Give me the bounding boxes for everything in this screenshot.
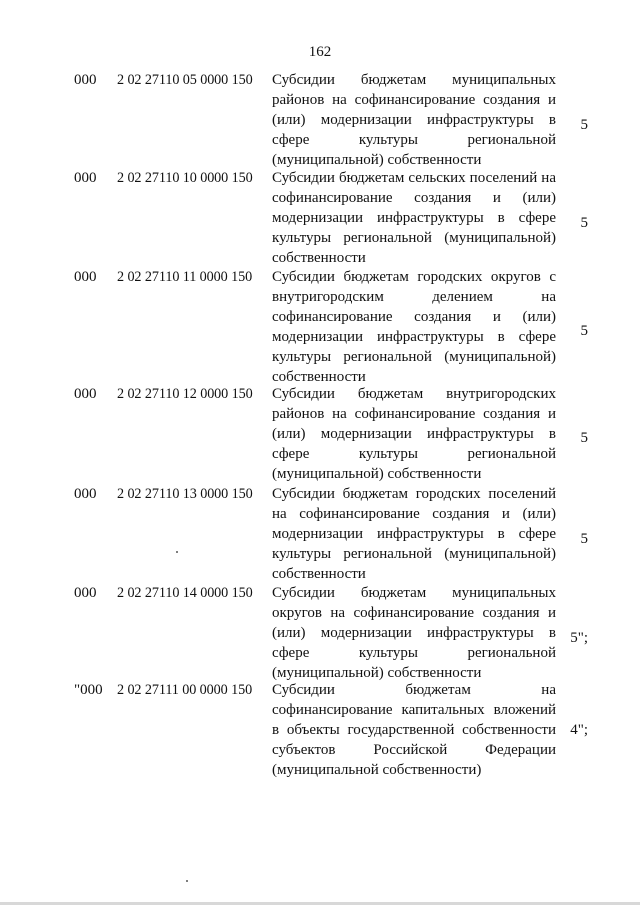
- description-line: Субсидии бюджетам муниципальных: [272, 585, 556, 601]
- description-line: в объекты государственной собственности: [272, 722, 556, 738]
- description-line: культуры региональной (муниципальной): [272, 349, 556, 365]
- revenue-description: [272, 680, 556, 780]
- description-line: Субсидии бюджетам на: [272, 682, 556, 698]
- description-line: софинансирование создания и (или): [272, 190, 556, 206]
- description-line: модернизации инфраструктуры в сфере: [272, 329, 556, 345]
- admin-code: 000: [74, 585, 97, 601]
- allocation-norm: 5: [580, 430, 588, 446]
- description-line: (муниципальной) собственности: [272, 665, 482, 681]
- description-line: модернизации инфраструктуры в сфере: [272, 526, 556, 542]
- description-line: собственности: [272, 250, 366, 266]
- allocation-norm: 5: [580, 215, 588, 231]
- description-line: (муниципальной) собственности: [272, 152, 482, 168]
- admin-code: 000: [74, 170, 97, 186]
- description-line: (или) модернизации инфраструктуры в: [272, 625, 556, 641]
- description-line: собственности: [272, 369, 366, 385]
- description-line: Субсидии бюджетам муниципальных: [272, 72, 556, 88]
- allocation-norm: 5: [580, 323, 588, 339]
- budget-classification-code: 2 02 27111 00 0000 150: [117, 682, 253, 698]
- admin-code: 000: [74, 72, 97, 88]
- scan-speck: [176, 551, 178, 553]
- description-line: внутригородским делением на: [272, 289, 556, 305]
- scan-speck: [186, 880, 188, 882]
- description-line: софинансирование создания и (или): [272, 309, 556, 325]
- budget-classification-code: 2 02 27110 05 0000 150: [117, 72, 253, 88]
- admin-code: "000: [74, 682, 103, 698]
- description-line: Субсидии бюджетам городских поселений: [272, 486, 556, 502]
- admin-code: 000: [74, 486, 97, 502]
- description-line: (муниципальной собственности): [272, 762, 482, 778]
- revenue-description: [272, 267, 556, 387]
- budget-classification-code: 2 02 27110 14 0000 150: [117, 585, 253, 601]
- description-line: округов на софинансирование создания и: [272, 605, 556, 621]
- admin-code: 000: [74, 269, 97, 285]
- description-line: софинансирование капитальных вложений: [272, 702, 556, 718]
- description-line: (или) модернизации инфраструктуры в: [272, 426, 556, 442]
- description-line: Субсидии бюджетам сельских поселений на: [272, 170, 556, 186]
- description-line: собственности: [272, 566, 366, 582]
- description-line: районов на софинансирование создания и: [272, 92, 556, 108]
- description-line: модернизации инфраструктуры в сфере: [272, 210, 556, 226]
- description-line: на софинансирование создания и (или): [272, 506, 556, 522]
- budget-classification-code: 2 02 27110 10 0000 150: [117, 170, 253, 186]
- budget-classification-code: 2 02 27110 12 0000 150: [117, 386, 253, 402]
- description-line: (или) модернизации инфраструктуры в: [272, 112, 556, 128]
- page-number: 162: [308, 44, 332, 60]
- description-line: сфере культуры региональной: [272, 132, 556, 148]
- description-line: культуры региональной (муниципальной): [272, 230, 556, 246]
- budget-classification-code: 2 02 27110 11 0000 150: [117, 269, 253, 285]
- description-line: сфере культуры региональной: [272, 645, 556, 661]
- allocation-norm: 5: [580, 531, 588, 547]
- revenue-description: [272, 484, 556, 584]
- description-line: субъектов Российской Федерации: [272, 742, 556, 758]
- description-line: Субсидии бюджетам внутригородских: [272, 386, 556, 402]
- revenue-description: [272, 168, 556, 268]
- allocation-norm: 4";: [570, 722, 588, 738]
- admin-code: 000: [74, 386, 97, 402]
- description-line: (муниципальной) собственности: [272, 466, 482, 482]
- revenue-description: [272, 384, 556, 484]
- description-line: культуры региональной (муниципальной): [272, 546, 556, 562]
- description-line: районов на софинансирование создания и: [272, 406, 556, 422]
- revenue-description: [272, 583, 556, 683]
- description-line: сфере культуры региональной: [272, 446, 556, 462]
- allocation-norm: 5: [580, 117, 588, 133]
- revenue-description: [272, 70, 556, 170]
- budget-classification-code: 2 02 27110 13 0000 150: [117, 486, 253, 502]
- allocation-norm: 5";: [570, 630, 588, 646]
- description-line: Субсидии бюджетам городских округов с: [272, 269, 556, 285]
